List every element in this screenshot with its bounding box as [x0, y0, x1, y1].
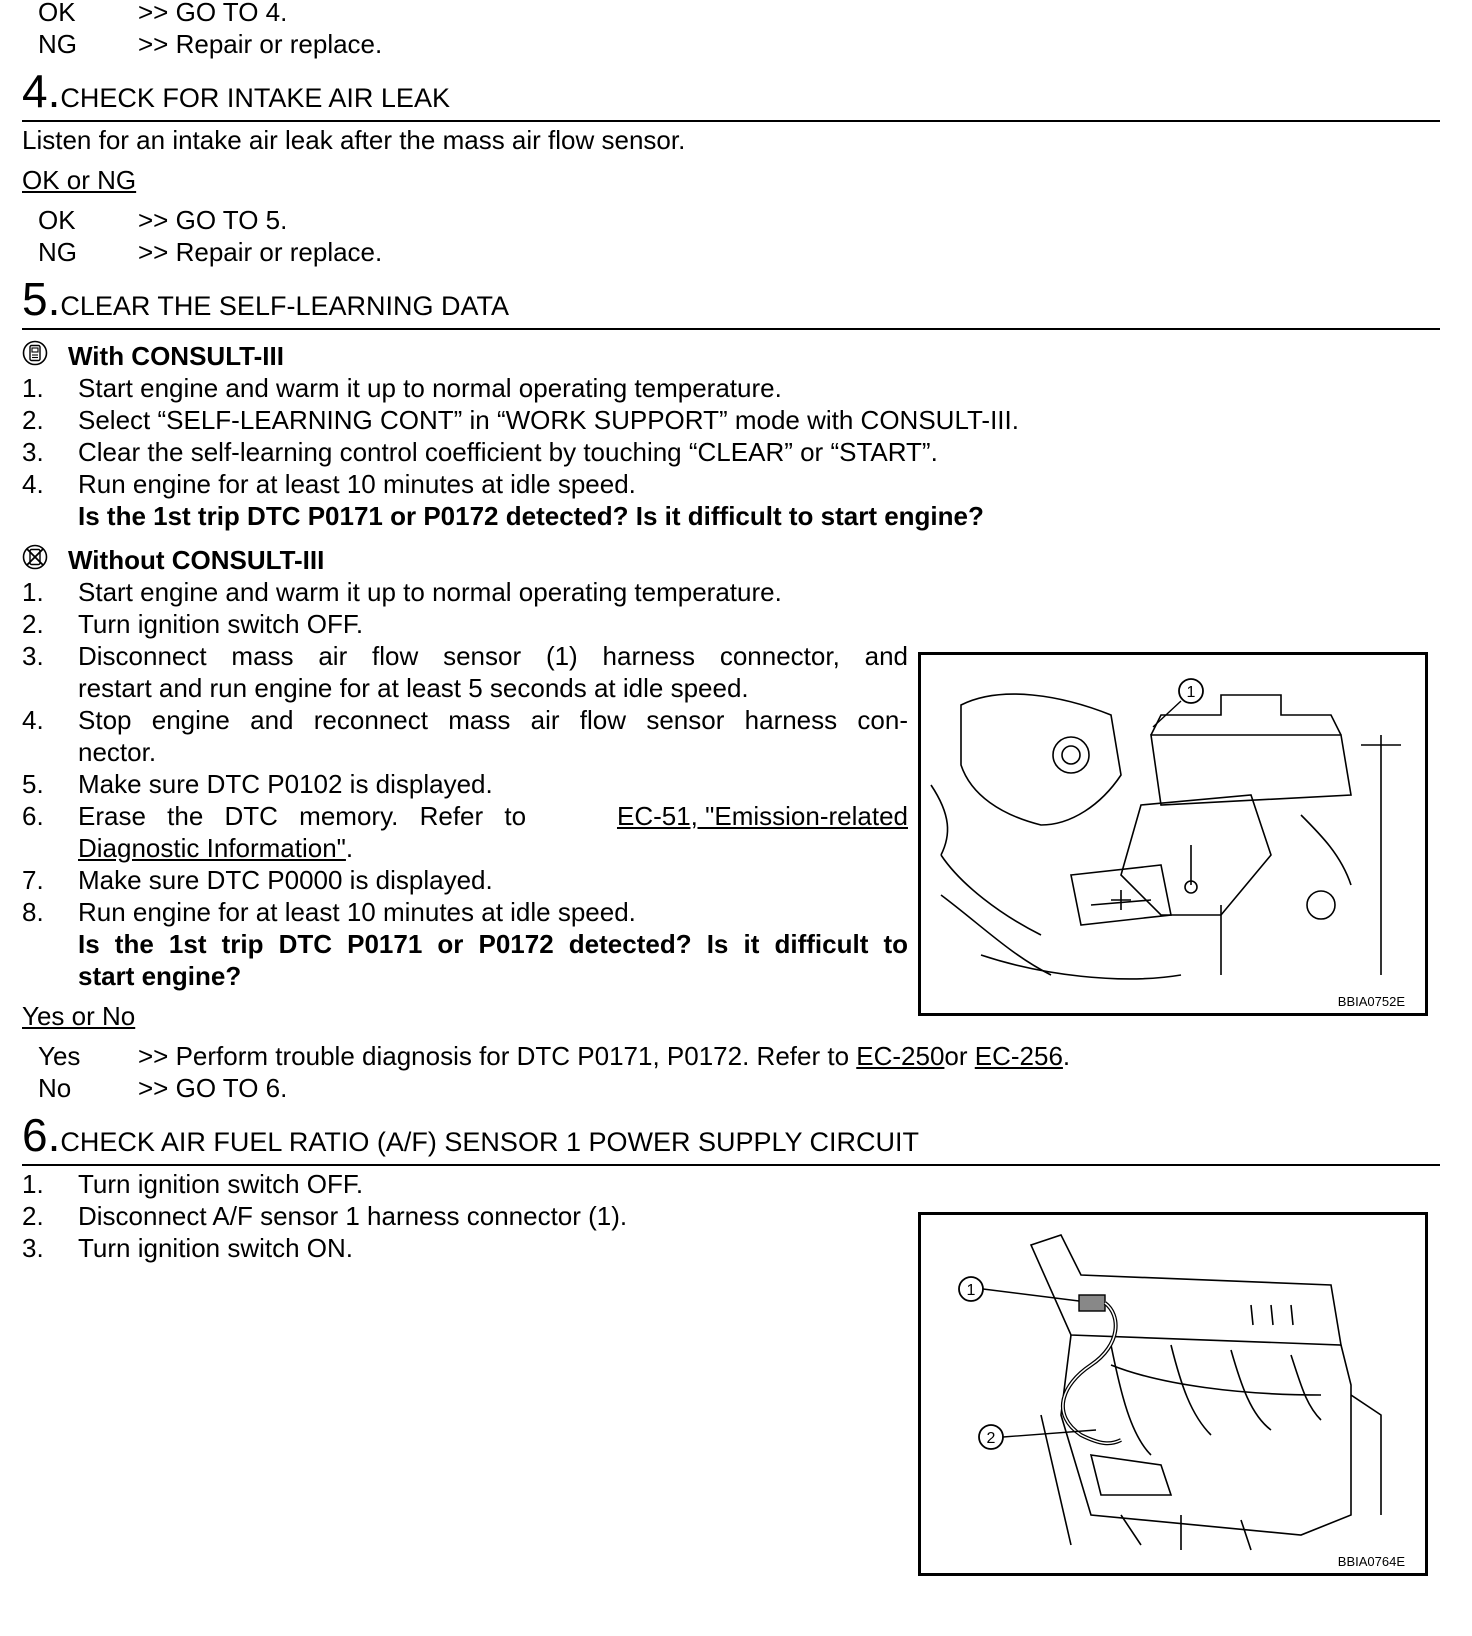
step4-title: CHECK FOR INTAKE AIR LEAK	[60, 83, 450, 113]
ref-link-emission[interactable]: EC-51, "Emission-related	[616, 801, 908, 831]
divider	[22, 120, 1440, 122]
list-number: 1.	[22, 1169, 44, 1199]
step4-body: Listen for an intake air leak after the mass air flow sensor.	[22, 125, 686, 155]
step5-title: CLEAR THE SELF-LEARNING DATA	[60, 291, 509, 321]
callout-1: 1	[966, 1282, 976, 1299]
list-item: Make sure DTC P0000 is displayed.	[78, 865, 493, 895]
list-item: Clear the self-learning control coefficient by touching “CLEAR” or “START”.	[78, 437, 938, 467]
result-action: >> GO TO 6.	[138, 1073, 288, 1103]
consult-tool-icon	[22, 340, 48, 366]
figure-id: BBIA0752E	[1337, 994, 1405, 1009]
result-action	[138, 1040, 1070, 1072]
step5-heading	[22, 273, 509, 325]
list-item-continued: nector.	[78, 737, 157, 767]
divider	[22, 1164, 1440, 1166]
list-number: 4.	[22, 705, 44, 735]
ref-link-emission-cont[interactable]: Diagnostic Information"	[78, 833, 346, 863]
list-number: 3.	[22, 641, 44, 671]
engine-bay-illustration	[921, 655, 1425, 1013]
list-number: 8.	[22, 897, 44, 927]
exhaust-manifold-illustration	[921, 1215, 1425, 1573]
callout-1: 1	[1186, 684, 1196, 701]
result-code: Yes	[38, 1041, 81, 1071]
figure-af-sensor	[918, 1212, 1428, 1576]
list-number: 3.	[22, 1233, 44, 1263]
list-number: 5.	[22, 769, 44, 799]
list-number: 1.	[22, 373, 44, 403]
result-action-text: .	[1062, 1041, 1071, 1071]
result-code: NG	[38, 29, 77, 59]
ref-link-ec250[interactable]: EC-250	[856, 1041, 945, 1071]
with-consult-question: Is the 1st trip DTC P0171 or P0172 detected? Is it difficult to start engine?	[78, 501, 984, 531]
without-consult-question-cont: start engine?	[78, 961, 242, 991]
result-action-text: >> Perform trouble diagnosis for DTC P0171, P0172. Refer to	[138, 1041, 857, 1071]
list-item-continued	[78, 832, 353, 864]
list-number: 2.	[22, 1201, 44, 1231]
result-action: >> Repair or replace.	[138, 237, 383, 267]
list-item-text: .	[345, 833, 354, 863]
step5-number: 5.	[22, 273, 61, 325]
divider	[22, 328, 1440, 330]
result-code: No	[38, 1073, 72, 1103]
list-number: 4.	[22, 469, 44, 499]
list-item: Make sure DTC P0102 is displayed.	[78, 769, 493, 799]
result-code: OK	[38, 205, 76, 235]
step6-heading	[22, 1109, 920, 1161]
list-number: 7.	[22, 865, 44, 895]
figure-id: BBIA0764E	[1337, 1554, 1405, 1569]
list-item: Start engine and warm it up to normal operating temperature.	[78, 373, 782, 403]
list-item: Stop engine and reconnect mass air flow sensor harness con-	[78, 705, 908, 735]
list-item-text: Erase the DTC memory. Refer to	[78, 801, 527, 831]
list-item	[78, 800, 908, 832]
without-consult-question: Is the 1st trip DTC P0171 or P0172 detected? Is it difficult to	[78, 929, 908, 959]
list-item: Run engine for at least 10 minutes at idle speed.	[78, 469, 636, 499]
step4-result-label: OK or NG	[22, 165, 137, 195]
step4-heading	[22, 65, 450, 117]
list-item: Turn ignition switch ON.	[78, 1233, 354, 1263]
list-item: Disconnect A/F sensor 1 harness connector (1).	[78, 1201, 628, 1231]
result-action: >> Repair or replace.	[138, 29, 383, 59]
no-tool-icon	[22, 544, 48, 570]
with-consult-label: With CONSULT-III	[68, 341, 284, 371]
result-action: >> GO TO 5.	[138, 205, 288, 235]
without-consult-label: Without CONSULT-III	[68, 545, 325, 575]
step6-number: 6.	[22, 1109, 61, 1161]
list-number: 6.	[22, 801, 44, 831]
list-item: Start engine and warm it up to normal operating temperature.	[78, 577, 782, 607]
result-action-text: or	[944, 1041, 975, 1071]
list-item: Turn ignition switch OFF.	[78, 1169, 364, 1199]
list-number: 2.	[22, 405, 44, 435]
result-action: >> GO TO 4.	[138, 0, 288, 27]
list-item: Turn ignition switch OFF.	[78, 609, 364, 639]
figure-maf-sensor	[918, 652, 1428, 1016]
result-code: NG	[38, 237, 77, 267]
result-code: OK	[38, 0, 76, 27]
list-item-continued: restart and run engine for at least 5 seconds at idle speed.	[78, 673, 749, 703]
callout-2: 2	[986, 1430, 996, 1447]
list-item: Select “SELF-LEARNING CONT” in “WORK SUPPORT” mode with CONSULT-III.	[78, 405, 1019, 435]
list-item: Disconnect mass air flow sensor (1) harness connector, and	[78, 641, 908, 671]
list-number: 3.	[22, 437, 44, 467]
step5-result-label: Yes or No	[22, 1001, 136, 1031]
list-number: 2.	[22, 609, 44, 639]
list-item: Run engine for at least 10 minutes at idle speed.	[78, 897, 636, 927]
list-number: 1.	[22, 577, 44, 607]
ref-link-ec256[interactable]: EC-256	[974, 1041, 1063, 1071]
step4-number: 4.	[22, 65, 61, 117]
step6-title: CHECK AIR FUEL RATIO (A/F) SENSOR 1 POWER SUPPLY CIRCUIT	[60, 1127, 920, 1157]
